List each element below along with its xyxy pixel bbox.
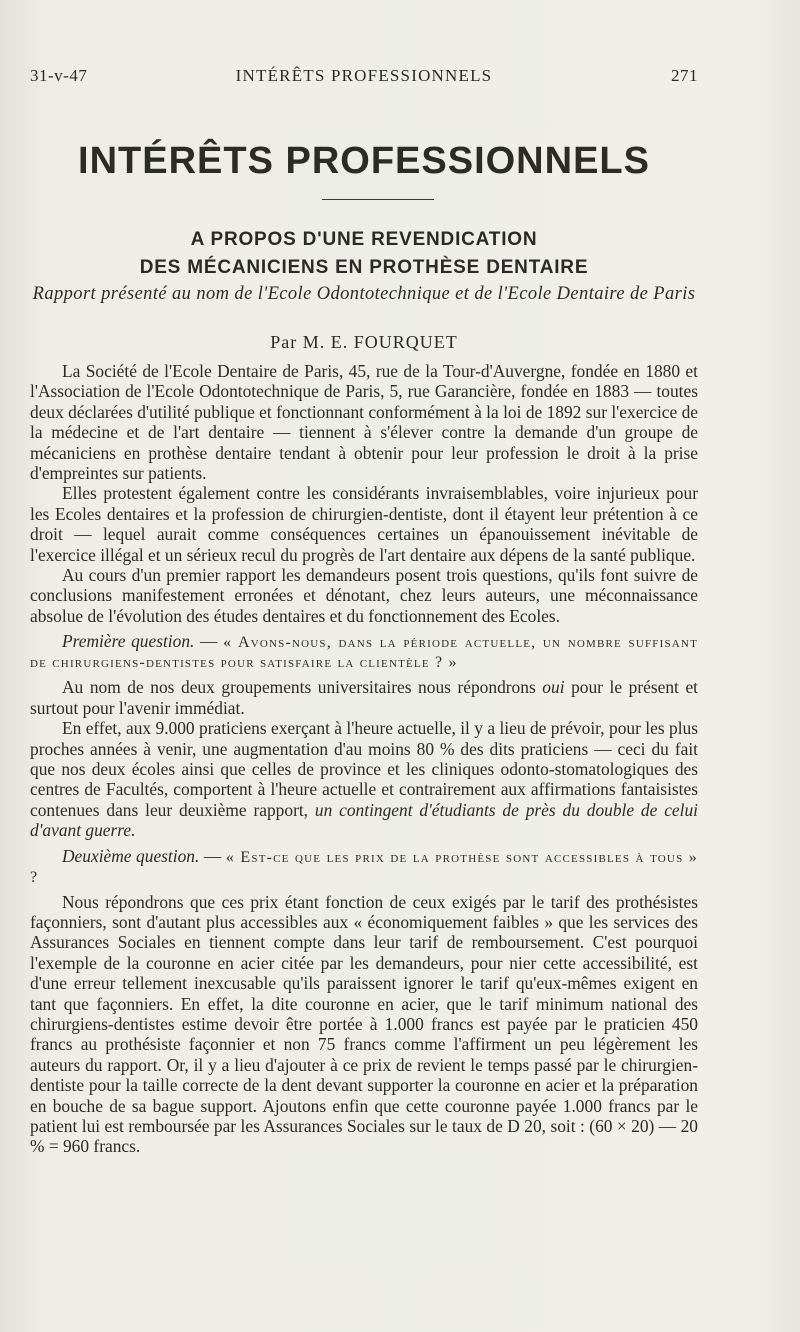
question-1-text: « Avons-nous, dans la période actuelle, un nombre suffisant de chirurgiens-dentistes pour satisfaire la clientèle ? » xyxy=(30,634,698,672)
question-1-dash: — xyxy=(194,631,224,652)
article-title-line-1: A PROPOS D'UNE REVENDICATION xyxy=(190,229,538,250)
article-body xyxy=(30,361,698,1157)
paragraph-1: La Société de l'Ecole Dentaire de Paris, 45, rue de la Tour-d'Auvergne, fondée en 1880 et l'Association de l'Ecole Odontotechnique de Paris, 5, rue Garancière, fondée en 1883 — toutes deux déclarées d'utilité publique et fonctionnant conformément à la loi de 1892 sur l'exercice de la médecine et de l'art dentaire — tiennent à s'élever contre la demande d'un groupe de mécaniciens en prothèse dentaire tendant à obtenir pour leur profession le droit à la prise d'empreintes sur patients. xyxy=(30,361,698,484)
paragraph-4-part-a: Au nom de nos deux groupements universitaires nous répondrons xyxy=(62,677,543,698)
paragraph-5 xyxy=(30,718,698,840)
article-title-line-2: DES MÉCANICIENS EN PROTHÈSE DENTAIRE xyxy=(139,257,589,278)
question-1-label: Première question. xyxy=(62,631,195,652)
question-2 xyxy=(30,847,698,887)
paragraph-5-emphasis: un contingent d'étudiants de près du double de celui d'avant guerre. xyxy=(30,799,698,841)
page-header xyxy=(30,66,698,90)
paragraph-6: Nous répondrons que ces prix étant fonction de ceux exigés par le tarif des prothésistes façonniers, sont d'autant plus accessibles aux « économiquement faibles » que les services des Assurances Sociales en tiennent compte dans leur tarif de remboursement. C'est pourquoi l'exemple de la couronne en acier citée par les demandeurs, pour nier cette accessibilité, est d'une erreur tellement inexcusable qu'ils paraissent ignorer le tarif qu'eux-mêmes exigent en tant que façonniers. En effet, la dite couronne en acier, que le tarif minimum national des chirurgiens-dentistes estime devoir être portée à 1.000 francs est payée par le praticien 450 francs au prothésiste façonnier et non 75 francs comme l'affirment un peu légèrement les auteurs du rapport. Or, il y a lieu d'ajouter à ce prix de revient le temps passé par le chirurgien-dentiste pour la taille correcte de la dent devant supporter la couronne en acier et la préparation en bouche de sa bague support. Ajoutons enfin que cette couronne payée 1.000 francs par le patient lui est remboursée par les Assurances Sociales sur le taux de D 20, soit : (60 × 20) — 20 % = 960 francs. xyxy=(30,891,698,1157)
section-title: INTÉRÊTS PROFESSIONNELS xyxy=(78,140,650,182)
issue-date: 31-v-47 xyxy=(30,66,88,85)
page-number: 271 xyxy=(671,66,698,85)
report-note: Rapport présenté au nom de l'Ecole Odontotechnique et de l'Ecole Dentaire de Paris xyxy=(32,284,696,304)
paragraph-4-emphasis: oui xyxy=(542,677,565,698)
running-title: INTÉRÊTS PROFESSIONNELS xyxy=(235,66,493,85)
paragraph-5-part-a: En effet, aux 9.000 praticiens exerçant à l'heure actuelle, il y a lieu de prévoir, pour les plus proches années à venir, une augmentation d'au moins 80 % des dits praticiens — ceci du fait que nos deux écoles ainsi que celles de province et les cliniques odonto-stomatologiques des centres de Facultés, comportent à l'heure actuelle et contrairement aux affirmations fantaisistes contenues dans leur deuxième rapport, xyxy=(30,718,698,820)
question-1 xyxy=(30,632,698,672)
paragraph-4 xyxy=(30,677,698,718)
author-byline: Par M. E. FOURQUET xyxy=(270,332,458,352)
question-2-label: Deuxième question. xyxy=(62,845,200,866)
question-2-dash: — xyxy=(199,845,226,866)
title-divider xyxy=(322,199,434,200)
question-2-text: « Est-ce que les prix de la prothèse sont accessibles à tous » ? xyxy=(30,848,698,886)
paragraph-4-part-c: pour le présent et surtout pour l'avenir immédiat. xyxy=(30,677,699,718)
article-title xyxy=(30,226,698,282)
paragraph-3: Au cours d'un premier rapport les demandeurs posent trois questions, qu'ils font suivre de conclusions manifestement erronées et dénotant, chez leurs auteurs, une méconnaissance absolue de l'évolution des études dentaires et du fonctionnement des Ecoles. xyxy=(30,565,698,626)
paragraph-2: Elles protestent également contre les considérants invraisemblables, voire injurieux pour les Ecoles dentaires et la profession de chirurgien-dentiste, dont il étayent leur prétention à ce droit — lequel aurait comme conséquences certaines un épanouissement inévitable de l'exercice illégal et un sérieux recul du progrès de l'art dentaire aux dépens de la santé publique. xyxy=(30,483,698,565)
